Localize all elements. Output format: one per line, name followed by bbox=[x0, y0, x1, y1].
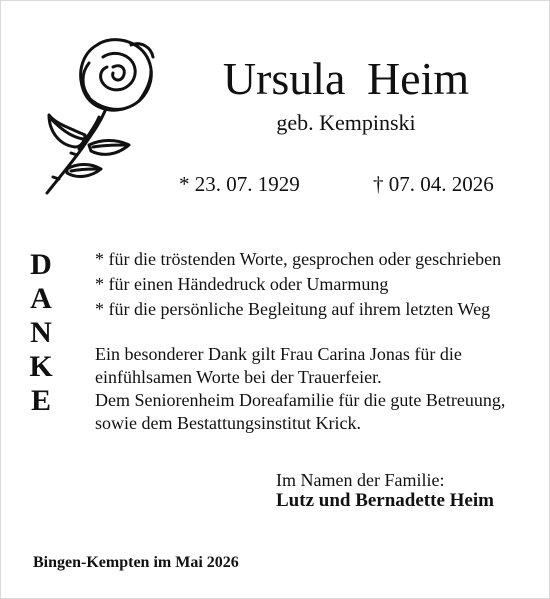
family-intro: Im Namen der Familie: bbox=[276, 470, 445, 490]
list-item: * für die persönliche Begleitung auf ihrem letzten Weg bbox=[95, 299, 491, 319]
list-item: * für einen Händedruck oder Umarmung bbox=[95, 274, 389, 294]
rose-icon bbox=[19, 23, 169, 203]
paragraph-line: einfühlsamen Worte bei der Trauerfeier. bbox=[95, 367, 382, 387]
danke-letter: K bbox=[29, 350, 53, 383]
death-date: † 07. 04. 2026 bbox=[373, 172, 494, 196]
paragraph-line: sowie dem Bestattungsinstitut Krick. bbox=[95, 413, 361, 433]
special-thanks-paragraph bbox=[95, 343, 545, 435]
danke-vertical-heading bbox=[27, 248, 55, 418]
deceased-name: Ursula Heim bbox=[222, 53, 470, 104]
danke-letter: D bbox=[30, 248, 52, 281]
maiden-name: geb. Kempinski bbox=[276, 110, 416, 135]
birth-date: * 23. 07. 1929 bbox=[179, 172, 300, 196]
danke-letter: N bbox=[30, 316, 52, 349]
paragraph-line: Dem Seniorenheim Doreafamilie für die gute Betreuung, bbox=[95, 390, 506, 410]
thanks-list bbox=[95, 247, 501, 322]
list-item: * für die tröstenden Worte, gesprochen oder geschrieben bbox=[95, 249, 502, 269]
place-date: Bingen-Kempten im Mai 2026 bbox=[33, 554, 239, 571]
danke-letter: A bbox=[30, 282, 52, 315]
family-names: Lutz und Bernadette Heim bbox=[276, 490, 494, 511]
danke-letter: E bbox=[30, 384, 51, 417]
paragraph-line: Ein besonderer Dank gilt Frau Carina Jonas für die bbox=[95, 344, 462, 364]
